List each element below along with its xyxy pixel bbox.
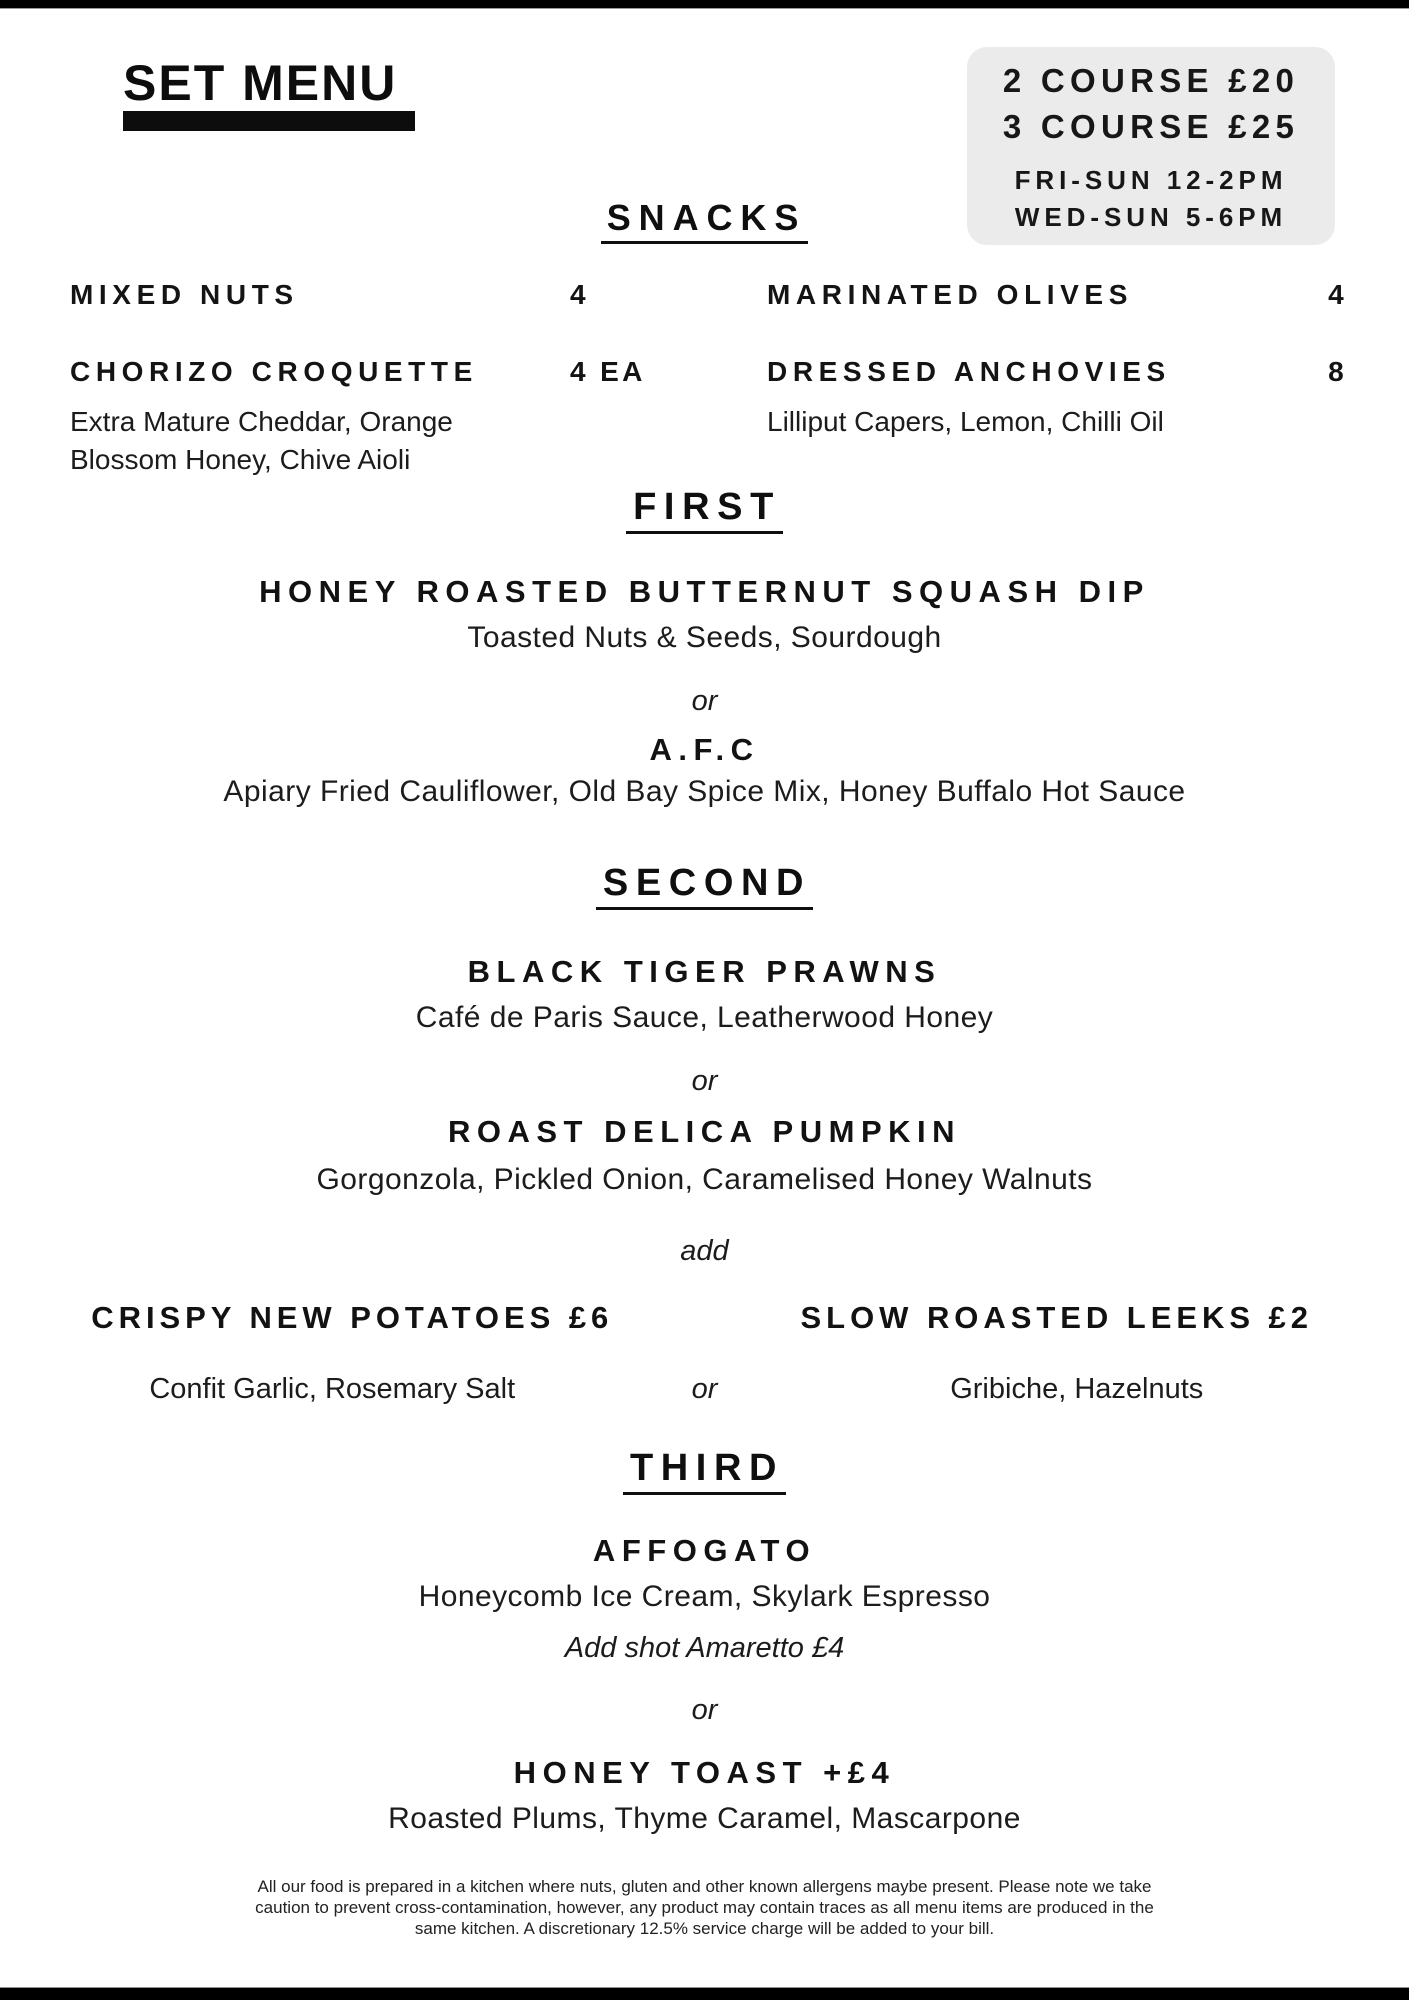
menu-item-description: Honeycomb Ice Cream, Skylark Espresso xyxy=(418,1580,991,1613)
third-course-section xyxy=(0,1448,1409,1837)
or-separator: or xyxy=(691,1694,718,1726)
viewer-bottom-edge xyxy=(0,1987,1409,2000)
addon-item-slow-roasted-leeks xyxy=(705,1300,1409,1336)
menu-item-price: 4 xyxy=(570,279,589,310)
menu-item-note: Add shot Amaretto £4 xyxy=(564,1632,845,1664)
menu-item-name: A.F.C xyxy=(649,732,760,767)
addon-item-crispy-new-potatoes xyxy=(0,1300,705,1336)
first-heading: FIRST xyxy=(626,487,783,534)
pricing-line-2-course: 2 COURSE £20 xyxy=(1002,62,1300,99)
second-heading-row xyxy=(0,863,1409,910)
snacks-section xyxy=(70,278,1347,517)
title-block xyxy=(123,55,415,131)
or-separator: or xyxy=(691,1373,718,1405)
menu-item-price: 4 xyxy=(1328,279,1347,310)
second-heading: SECOND xyxy=(596,863,813,910)
menu-item-name: MARINATED OLIVES xyxy=(767,279,1133,310)
third-heading-row xyxy=(0,1448,1409,1495)
menu-item-description: Roasted Plums, Thyme Caramel, Mascarpone xyxy=(388,1802,1021,1835)
snacks-left-column xyxy=(70,278,662,517)
menu-item-price: 4 EA xyxy=(570,356,646,387)
menu-item-name: ROAST DELICA PUMPKIN xyxy=(447,1114,962,1149)
schedule-line-lunch: FRI-SUN 12-2PM xyxy=(1014,165,1288,195)
menu-item-row xyxy=(767,355,1347,394)
menu-item-description: Apiary Fried Cauliflower, Old Bay Spice Mix, Honey Buffalo Hot Sauce xyxy=(223,775,1186,808)
snacks-heading-row xyxy=(0,198,1409,244)
menu-item-name: CHORIZO CROQUETTE xyxy=(70,356,478,387)
allergen-disclaimer xyxy=(0,1876,1409,1939)
third-heading: THIRD xyxy=(623,1448,786,1495)
addon-description: Gribiche, Hazelnuts xyxy=(950,1373,1204,1405)
disclaimer-line: All our food is prepared in a kitchen where nuts, gluten and other known allergens maybe present. Please note we take xyxy=(257,1877,1152,1896)
second-course-section xyxy=(0,863,1409,1407)
add-separator: add xyxy=(680,1235,729,1267)
menu-item-description: Gorgonzola, Pickled Onion, Caramelised Honey Walnuts xyxy=(316,1163,1093,1196)
menu-item-name: DRESSED ANCHOVIES xyxy=(767,356,1171,387)
addon-description: Confit Garlic, Rosemary Salt xyxy=(149,1373,516,1405)
addons-description-row xyxy=(0,1344,1409,1407)
menu-item-description: Toasted Nuts & Seeds, Sourdough xyxy=(467,621,942,654)
or-separator: or xyxy=(691,685,718,717)
menu-item-row xyxy=(767,278,1347,317)
snacks-heading: SNACKS xyxy=(601,198,809,244)
menu-item-name: AFFOGATO xyxy=(592,1533,817,1568)
menu-item-price: 8 xyxy=(1328,356,1347,387)
or-separator: or xyxy=(691,1065,718,1097)
disclaimer-line: caution to prevent cross-contamination, however, any product may contain traces as all menu items are produced in the xyxy=(255,1898,1154,1917)
menu-item-description: Café de Paris Sauce, Leatherwood Honey xyxy=(415,1001,994,1034)
menu-item-marinated-olives xyxy=(767,278,1347,317)
disclaimer-line: same kitchen. A discretionary 12.5% service charge will be added to your bill. xyxy=(414,1919,995,1938)
viewer-top-edge xyxy=(0,0,1409,9)
menu-item-description: Extra Mature Cheddar, Orange Blossom Honey, Chive Aioli xyxy=(70,406,453,475)
menu-item-chorizo-croquette xyxy=(70,355,662,479)
menu-item-name: HONEY ROASTED BUTTERNUT SQUASH DIP xyxy=(259,574,1150,609)
menu-item-name: BLACK TIGER PRAWNS xyxy=(467,954,942,989)
menu-item-name: MIXED NUTS xyxy=(70,279,299,310)
page-title: SET MENU xyxy=(123,55,398,111)
snacks-right-column xyxy=(767,278,1347,517)
first-heading-row xyxy=(0,487,1409,534)
menu-item-row xyxy=(70,355,662,394)
first-course-section xyxy=(0,487,1409,810)
addon-name: SLOW ROASTED LEEKS £2 xyxy=(800,1300,1313,1335)
menu-item-row xyxy=(70,278,662,317)
title-underline-bar xyxy=(123,111,415,131)
pricing-line-3-course: 3 COURSE £25 xyxy=(1002,108,1300,145)
menu-item-dressed-anchovies xyxy=(767,355,1347,441)
schedule-line-dinner: WED-SUN 5-6PM xyxy=(1014,202,1288,232)
menu-item-description: Lilliput Capers, Lemon, Chilli Oil xyxy=(767,406,1164,437)
menu-item-mixed-nuts xyxy=(70,278,662,317)
addons-row xyxy=(0,1300,1409,1336)
menu-item-name: HONEY TOAST +£4 xyxy=(513,1755,896,1790)
addon-name: CRISPY NEW POTATOES £6 xyxy=(91,1300,614,1335)
